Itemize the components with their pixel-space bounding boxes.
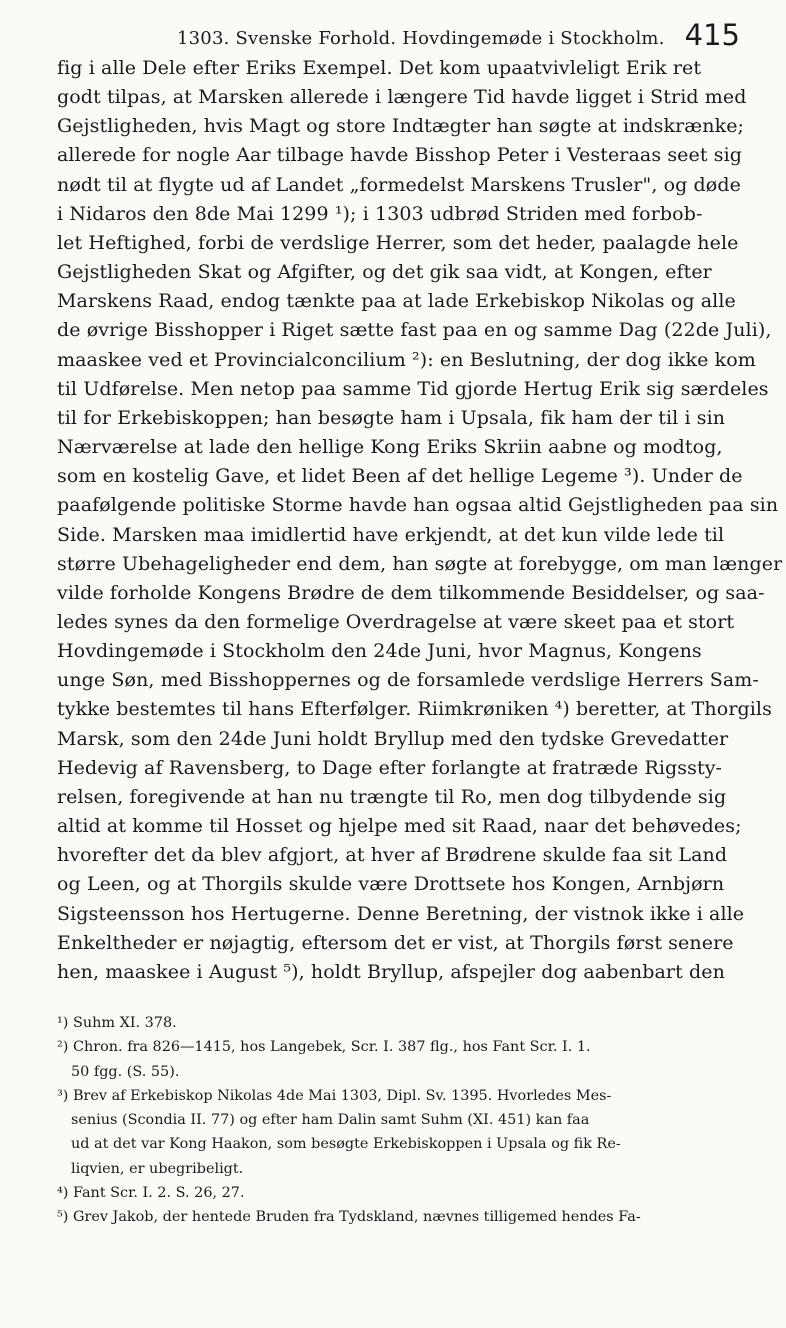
footnotes bbox=[57, 999, 746, 1230]
text-line: Enkeltheder er nøjagtig, eftersom det er vist, at Thorgils først senere bbox=[57, 931, 734, 954]
text-line: Marsk, som den 24de Juni holdt Bryllup med den tydske Grevedatter bbox=[57, 727, 729, 750]
text-line: Sigsteensson hos Hertugerne. Denne Beretning, der vistnok ikke i alle bbox=[57, 902, 745, 925]
text-line: i Nidaros den 8de Mai 1299 ¹); i 1303 udbrød Striden med forbob- bbox=[57, 202, 703, 225]
text-line: ledes synes da den formelige Overdragelse at være skeet paa et stort bbox=[57, 610, 735, 633]
footnote-line: senius (Scondia II. 77) og efter ham Dalin samt Suhm (XI. 451) kan faa bbox=[71, 1112, 590, 1129]
text-line: Side. Marsken maa imidlertid have erkjendt, at det kun vilde lede til bbox=[57, 523, 725, 546]
text-line: let Heftighed, forbi de verdslige Herrer, som det heder, paalagde hele bbox=[57, 231, 739, 254]
text-line: maaskee ved et Provincialconcilium ²): en Beslutning, der dog ikke kom bbox=[57, 348, 756, 371]
footnote-line: ³) Brev af Erkebiskop Nikolas 4de Mai 1303, Dipl. Sv. 1395. Hvorledes Mes- bbox=[57, 1087, 612, 1104]
text-line: Hovdingemøde i Stockholm den 24de Juni, hvor Magnus, Kongens bbox=[57, 640, 702, 663]
text-line: hvorefter det da blev afgjort, at hver af Brødrene skulde faa sit Land bbox=[57, 844, 728, 867]
footnote-line: liqvien, er ubegribeligt. bbox=[71, 1160, 244, 1177]
text-line: de øvrige Bisshopper i Riget sætte fast paa en og samme Dag (22de Juli), bbox=[57, 319, 772, 342]
text-line: og Leen, og at Thorgils skulde være Drottsete hos Kongen, Arnbjørn bbox=[57, 873, 725, 896]
text-line: Gejstligheden, hvis Magt og store Indtægter han søgte at indskrænke; bbox=[57, 115, 745, 138]
footnote-line: ⁵) Grev Jakob, der hentede Bruden fra Tydskland, nævnes tilligemed hendes Fa- bbox=[57, 1209, 641, 1226]
page-number: 415 bbox=[684, 18, 740, 52]
text-line: Hedevig af Ravensberg, to Dage efter forlangte at fratræde Rigssty- bbox=[57, 756, 723, 779]
text-line: til for Erkebiskoppen; han besøgte ham i Upsala, fik ham der til i sin bbox=[57, 406, 726, 429]
footnote-line: ¹) Suhm XI. 378. bbox=[57, 1015, 177, 1031]
text-line: nødt til at flygte ud af Landet „formedelst Marskens Trusler", og døde bbox=[57, 173, 741, 196]
footnote-line: 50 fgg. (S. 55). bbox=[71, 1063, 180, 1080]
text-line: tykke bestemtes til hans Efterfølger. Riimkrøniken ⁴) beretter, at Thorgils bbox=[57, 698, 772, 721]
text-line: altid at komme til Hosset og hjelpe med sit Raad, naar det behøvedes; bbox=[57, 815, 742, 838]
text-line: hen, maaskee i August ⁵), holdt Bryllup, afspejler dog aabenbart den bbox=[57, 960, 725, 983]
text-line: allerede for nogle Aar tilbage havde Bisshop Peter i Vesteraas seet sig bbox=[57, 144, 743, 167]
footnote-line: ²) Chron. fra 826—1415, hos Langebek, Scr. I. 387 flg., hos Fant Scr. I. 1. bbox=[57, 1039, 591, 1056]
running-head bbox=[57, 16, 746, 54]
footnote-line: ud at det var Kong Haakon, som besøgte Erkebiskoppen i Upsala og fik Re- bbox=[71, 1136, 621, 1153]
running-head-title: 1303. Svenske Forhold. Hovdingemøde i Stockholm. bbox=[177, 28, 665, 49]
footnote-line: ⁴) Fant Scr. I. 2. S. 26, 27. bbox=[57, 1185, 245, 1202]
text-line: relsen, foregivende at han nu trængte til Ro, men dog tilbydende sig bbox=[57, 785, 727, 808]
text-line: Gejstligheden Skat og Afgifter, og det gik saa vidt, at Kongen, efter bbox=[57, 261, 712, 284]
text-line: vilde forholde Kongens Brødre de dem tilkommende Besiddelser, og saa- bbox=[57, 581, 765, 604]
text-line: fig i alle Dele efter Eriks Exempel. Det kom upaatvivleligt Erik ret bbox=[57, 57, 702, 79]
text-line: som en kostelig Gave, et lidet Been af det hellige Legeme ³). Under de bbox=[57, 465, 743, 488]
text-line: Nærværelse at lade den hellige Kong Eriks Skriin aabne og modtog, bbox=[57, 436, 723, 459]
text-line: til Udførelse. Men netop paa samme Tid gjorde Hertug Erik sig særdeles bbox=[57, 377, 769, 400]
text-line: paafølgende politiske Storme havde han ogsaa altid Gejstligheden paa sin bbox=[57, 494, 779, 517]
text-line: større Ubehageligheder end dem, han søgte at forebygge, om man længer bbox=[57, 552, 783, 575]
text-line: unge Søn, med Bisshoppernes og de forsamlede verdslige Herrers Sam- bbox=[57, 669, 759, 692]
body-text bbox=[57, 54, 783, 987]
text-line: godt tilpas, at Marsken allerede i længere Tid havde ligget i Strid med bbox=[57, 86, 747, 109]
text-line: Marskens Raad, endog tænkte paa at lade Erkebiskop Nikolas og alle bbox=[57, 290, 736, 313]
